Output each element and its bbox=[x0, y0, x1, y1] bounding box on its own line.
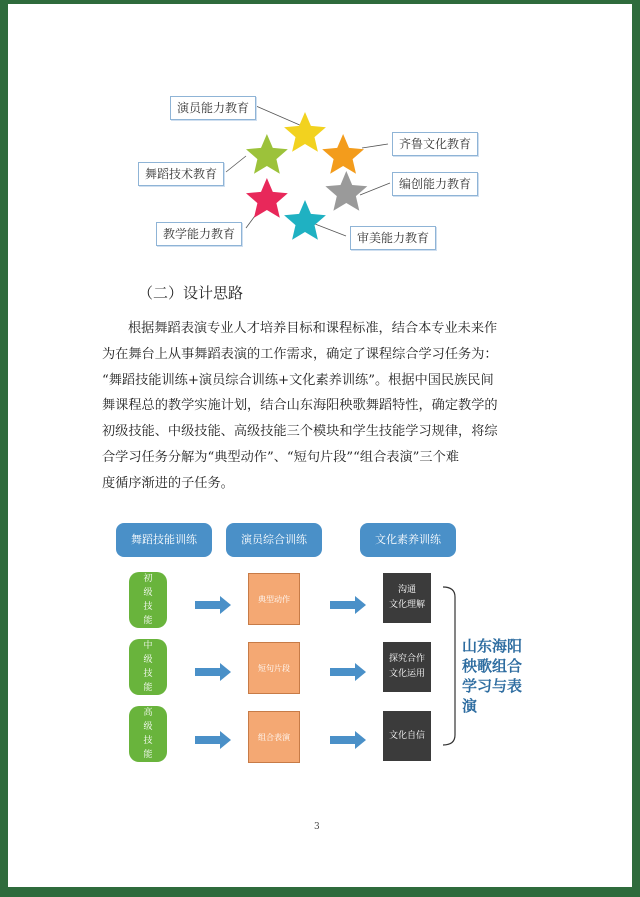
skill-char: 初 bbox=[143, 574, 153, 584]
header-culture-training: 文化素养训练 bbox=[360, 523, 456, 557]
skill-char: 能 bbox=[143, 616, 153, 626]
paragraph-line: 为在舞台上从事舞蹈表演的工作需求，确定了课程综合学习任务为： bbox=[102, 346, 498, 362]
label-qilu-culture: 齐鲁文化教育 bbox=[392, 132, 478, 156]
task-box-short-phrases: 短句片段 bbox=[248, 642, 300, 694]
arrow-right-icon bbox=[195, 596, 231, 614]
skill-char: 级 bbox=[143, 655, 153, 665]
label-actor-ability: 演员能力教育 bbox=[170, 96, 256, 120]
task-box-typical-moves: 典型动作 bbox=[248, 573, 300, 625]
label-dance-technique: 舞蹈技术教育 bbox=[138, 162, 224, 186]
skill-char: 技 bbox=[143, 602, 153, 612]
label-choreography-ability: 编创能力教育 bbox=[392, 172, 478, 196]
skill-char: 中 bbox=[143, 641, 153, 651]
culture-line: 文化运用 bbox=[388, 669, 425, 679]
arrow-right-icon bbox=[330, 663, 366, 681]
task-box-combination: 组合表演 bbox=[248, 711, 300, 763]
arrow-right-icon bbox=[195, 731, 231, 749]
arrow-right-icon bbox=[330, 731, 366, 749]
section-title: （二）设计思路 bbox=[138, 284, 244, 302]
culture-line: 文化自信 bbox=[388, 730, 425, 741]
paragraph-line: “舞蹈技能训练+演员综合训练+文化素养训练”。根据中国民族民间 bbox=[102, 372, 494, 388]
arrow-right-icon bbox=[195, 663, 231, 681]
skill-char: 级 bbox=[143, 588, 153, 598]
page-number: 3 bbox=[314, 822, 320, 832]
skill-char: 技 bbox=[143, 669, 153, 679]
skill-char: 技 bbox=[143, 736, 153, 746]
culture-line: 探究合作 bbox=[388, 654, 425, 664]
paragraph-line: 舞课程总的教学实施计划，结合山东海阳秧歌舞蹈特性，确定教学的 bbox=[102, 398, 498, 414]
skill-char: 高 bbox=[143, 708, 153, 718]
paragraph-line: 合学习任务分解为“典型动作”、“短句片段”“组合表演”三个难 bbox=[102, 449, 459, 465]
header-actor-training: 演员综合训练 bbox=[226, 523, 322, 557]
header-dance-skill: 舞蹈技能训练 bbox=[116, 523, 212, 557]
skill-char: 能 bbox=[143, 750, 153, 760]
label-aesthetic-ability: 审美能力教育 bbox=[350, 226, 436, 250]
paragraph-line: 初级技能、中级技能、高级技能三个模块和学生技能学习规律，将综 bbox=[102, 424, 498, 440]
label-teaching-ability: 教学能力教育 bbox=[156, 222, 242, 246]
arrow-right-icon bbox=[330, 596, 366, 614]
result-label: 山东海阳秧歌组合学习与表演 bbox=[462, 637, 523, 715]
skill-char: 级 bbox=[143, 722, 153, 732]
culture-line: 沟通 bbox=[397, 585, 416, 595]
skill-char: 能 bbox=[143, 683, 153, 693]
paragraph-line: 根据舞蹈表演专业人才培养目标和课程标准，结合本专业未来作 bbox=[128, 321, 498, 336]
paragraph-line: 度循序渐进的子任务。 bbox=[102, 475, 234, 491]
bracket bbox=[443, 587, 455, 745]
culture-line: 文化理解 bbox=[388, 600, 425, 610]
